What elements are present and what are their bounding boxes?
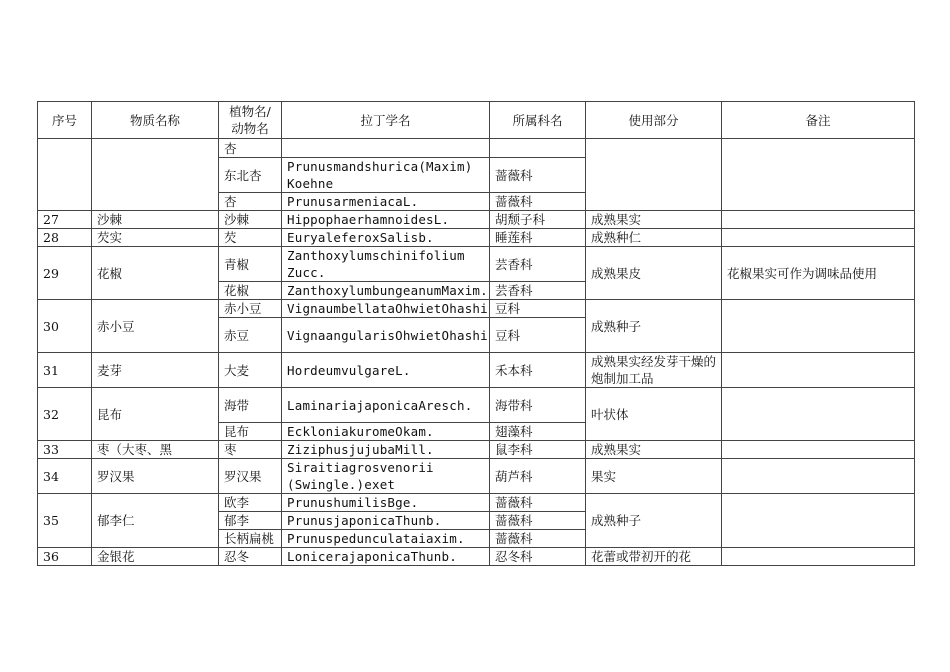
remarks-cell <box>722 211 915 229</box>
remarks-cell <box>722 548 915 566</box>
family-cell: 蔷薇科 <box>490 193 586 211</box>
substance-cell <box>92 139 219 211</box>
latin-cell: HordeumvulgareL. <box>282 353 490 388</box>
table-row <box>38 441 915 459</box>
latin-cell: ZanthoxylumbungeanumMaxim. <box>282 282 490 300</box>
species-cell: 东北杏 <box>219 158 282 193</box>
family-cell: 葫芦科 <box>490 459 586 494</box>
species-cell: 长柄扁桃 <box>219 530 282 548</box>
table-row <box>38 229 915 247</box>
table-row <box>38 353 915 388</box>
latin-cell: Prunuspedunculataiaxim. <box>282 530 490 548</box>
latin-cell: LaminariajaponicaAresch. <box>282 388 490 423</box>
latin-cell: PrunushumilisBge. <box>282 494 490 512</box>
species-cell: 沙棘 <box>219 211 282 229</box>
part-cell: 成熟种仁 <box>586 229 722 247</box>
table-row <box>38 388 915 423</box>
seq-cell: 34 <box>38 459 92 494</box>
species-cell: 芡 <box>219 229 282 247</box>
family-cell: 芸香科 <box>490 247 586 282</box>
table-row <box>38 247 915 282</box>
part-cell: 成熟果皮 <box>586 247 722 300</box>
latin-cell: Zanthoxylumschinifolium Zucc. <box>282 247 490 282</box>
family-cell: 睡莲科 <box>490 229 586 247</box>
seq-cell: 28 <box>38 229 92 247</box>
part-cell: 成熟种子 <box>586 300 722 353</box>
seq-cell: 35 <box>38 494 92 548</box>
latin-cell: Prunusmandshurica(Maxim) Koehne <box>282 158 490 193</box>
part-cell: 成熟种子 <box>586 494 722 548</box>
species-cell: 杏 <box>219 139 282 158</box>
remarks-cell: 花椒果实可作为调味品使用 <box>722 247 915 300</box>
herb-list-table <box>37 101 915 566</box>
part-cell: 花蕾或带初开的花 <box>586 548 722 566</box>
substance-cell: 沙棘 <box>92 211 219 229</box>
seq-cell: 30 <box>38 300 92 353</box>
family-cell: 忍冬科 <box>490 548 586 566</box>
species-cell: 忍冬 <box>219 548 282 566</box>
species-cell: 杏 <box>219 193 282 211</box>
species-cell: 海带 <box>219 388 282 423</box>
family-cell: 海带科 <box>490 388 586 423</box>
part-cell: 叶状体 <box>586 388 722 441</box>
family-cell: 芸香科 <box>490 282 586 300</box>
family-cell: 鼠李科 <box>490 441 586 459</box>
substance-cell: 赤小豆 <box>92 300 219 353</box>
latin-cell: PrunusjaponicaThunb. <box>282 512 490 530</box>
seq-cell <box>38 139 92 211</box>
family-cell <box>490 139 586 158</box>
substance-cell: 罗汉果 <box>92 459 219 494</box>
family-cell: 蔷薇科 <box>490 158 586 193</box>
seq-cell: 36 <box>38 548 92 566</box>
header-row <box>38 102 915 139</box>
latin-cell: HippophaerhamnoidesL. <box>282 211 490 229</box>
latin-cell: LonicerajaponicaThunb. <box>282 548 490 566</box>
family-cell: 豆科 <box>490 300 586 318</box>
family-cell: 蔷薇科 <box>490 530 586 548</box>
species-cell: 罗汉果 <box>219 459 282 494</box>
species-cell: 赤小豆 <box>219 300 282 318</box>
remarks-cell <box>722 459 915 494</box>
latin-cell: PrunusarmeniacaL. <box>282 193 490 211</box>
remarks-cell <box>722 441 915 459</box>
latin-cell: EckloniakuromeOkam. <box>282 423 490 441</box>
family-cell: 胡颓子科 <box>490 211 586 229</box>
latin-cell <box>282 139 490 158</box>
remarks-cell <box>722 388 915 441</box>
seq-cell: 31 <box>38 353 92 388</box>
header-substance-name: 物质名称 <box>92 102 219 139</box>
remarks-cell <box>722 353 915 388</box>
substance-cell: 金银花 <box>92 548 219 566</box>
part-cell: 成熟果实 <box>586 211 722 229</box>
remarks-cell <box>722 139 915 211</box>
substance-cell: 昆布 <box>92 388 219 441</box>
substance-cell: 麦芽 <box>92 353 219 388</box>
family-cell: 豆科 <box>490 318 586 353</box>
table-row <box>38 139 915 158</box>
family-cell: 蔷薇科 <box>490 494 586 512</box>
latin-cell: Siraitiagrosvenorii (Swingle.)exet <box>282 459 490 494</box>
header-seq: 序号 <box>38 102 92 139</box>
table-row <box>38 211 915 229</box>
latin-cell: VignaumbellataOhwietOhashi <box>282 300 490 318</box>
species-cell: 赤豆 <box>219 318 282 353</box>
latin-cell: EuryaleferoxSalisb. <box>282 229 490 247</box>
remarks-cell <box>722 300 915 353</box>
table-row <box>38 459 915 494</box>
substance-cell: 花椒 <box>92 247 219 300</box>
family-cell: 禾本科 <box>490 353 586 388</box>
species-cell: 欧李 <box>219 494 282 512</box>
remarks-cell <box>722 229 915 247</box>
species-cell: 青椒 <box>219 247 282 282</box>
table-row <box>38 548 915 566</box>
part-cell: 果实 <box>586 459 722 494</box>
substance-cell: 郁李仁 <box>92 494 219 548</box>
species-cell: 大麦 <box>219 353 282 388</box>
seq-cell: 29 <box>38 247 92 300</box>
header-species-line1: 植物名/ <box>229 104 271 119</box>
substance-cell: 枣（大枣、黑 <box>92 441 219 459</box>
header-species-line2: 动物名 <box>231 121 269 136</box>
species-cell: 花椒 <box>219 282 282 300</box>
part-cell: 成熟果实经发芽干燥的炮制加工品 <box>586 353 722 388</box>
species-cell: 郁李 <box>219 512 282 530</box>
substance-cell: 芡实 <box>92 229 219 247</box>
latin-cell: ZiziphusjujubaMill. <box>282 441 490 459</box>
latin-cell: VignaangularisOhwietOhashi <box>282 318 490 353</box>
seq-cell: 32 <box>38 388 92 441</box>
species-cell: 枣 <box>219 441 282 459</box>
table-row <box>38 300 915 318</box>
table-row <box>38 494 915 512</box>
seq-cell: 27 <box>38 211 92 229</box>
header-species <box>219 102 282 139</box>
header-latin-name: 拉丁学名 <box>282 102 490 139</box>
species-cell: 昆布 <box>219 423 282 441</box>
header-part-used: 使用部分 <box>586 102 722 139</box>
family-cell: 翅藻科 <box>490 423 586 441</box>
remarks-cell <box>722 494 915 548</box>
family-cell: 蔷薇科 <box>490 512 586 530</box>
header-remarks: 备注 <box>722 102 915 139</box>
part-cell <box>586 139 722 211</box>
header-family: 所属科名 <box>490 102 586 139</box>
seq-cell: 33 <box>38 441 92 459</box>
part-cell: 成熟果实 <box>586 441 722 459</box>
